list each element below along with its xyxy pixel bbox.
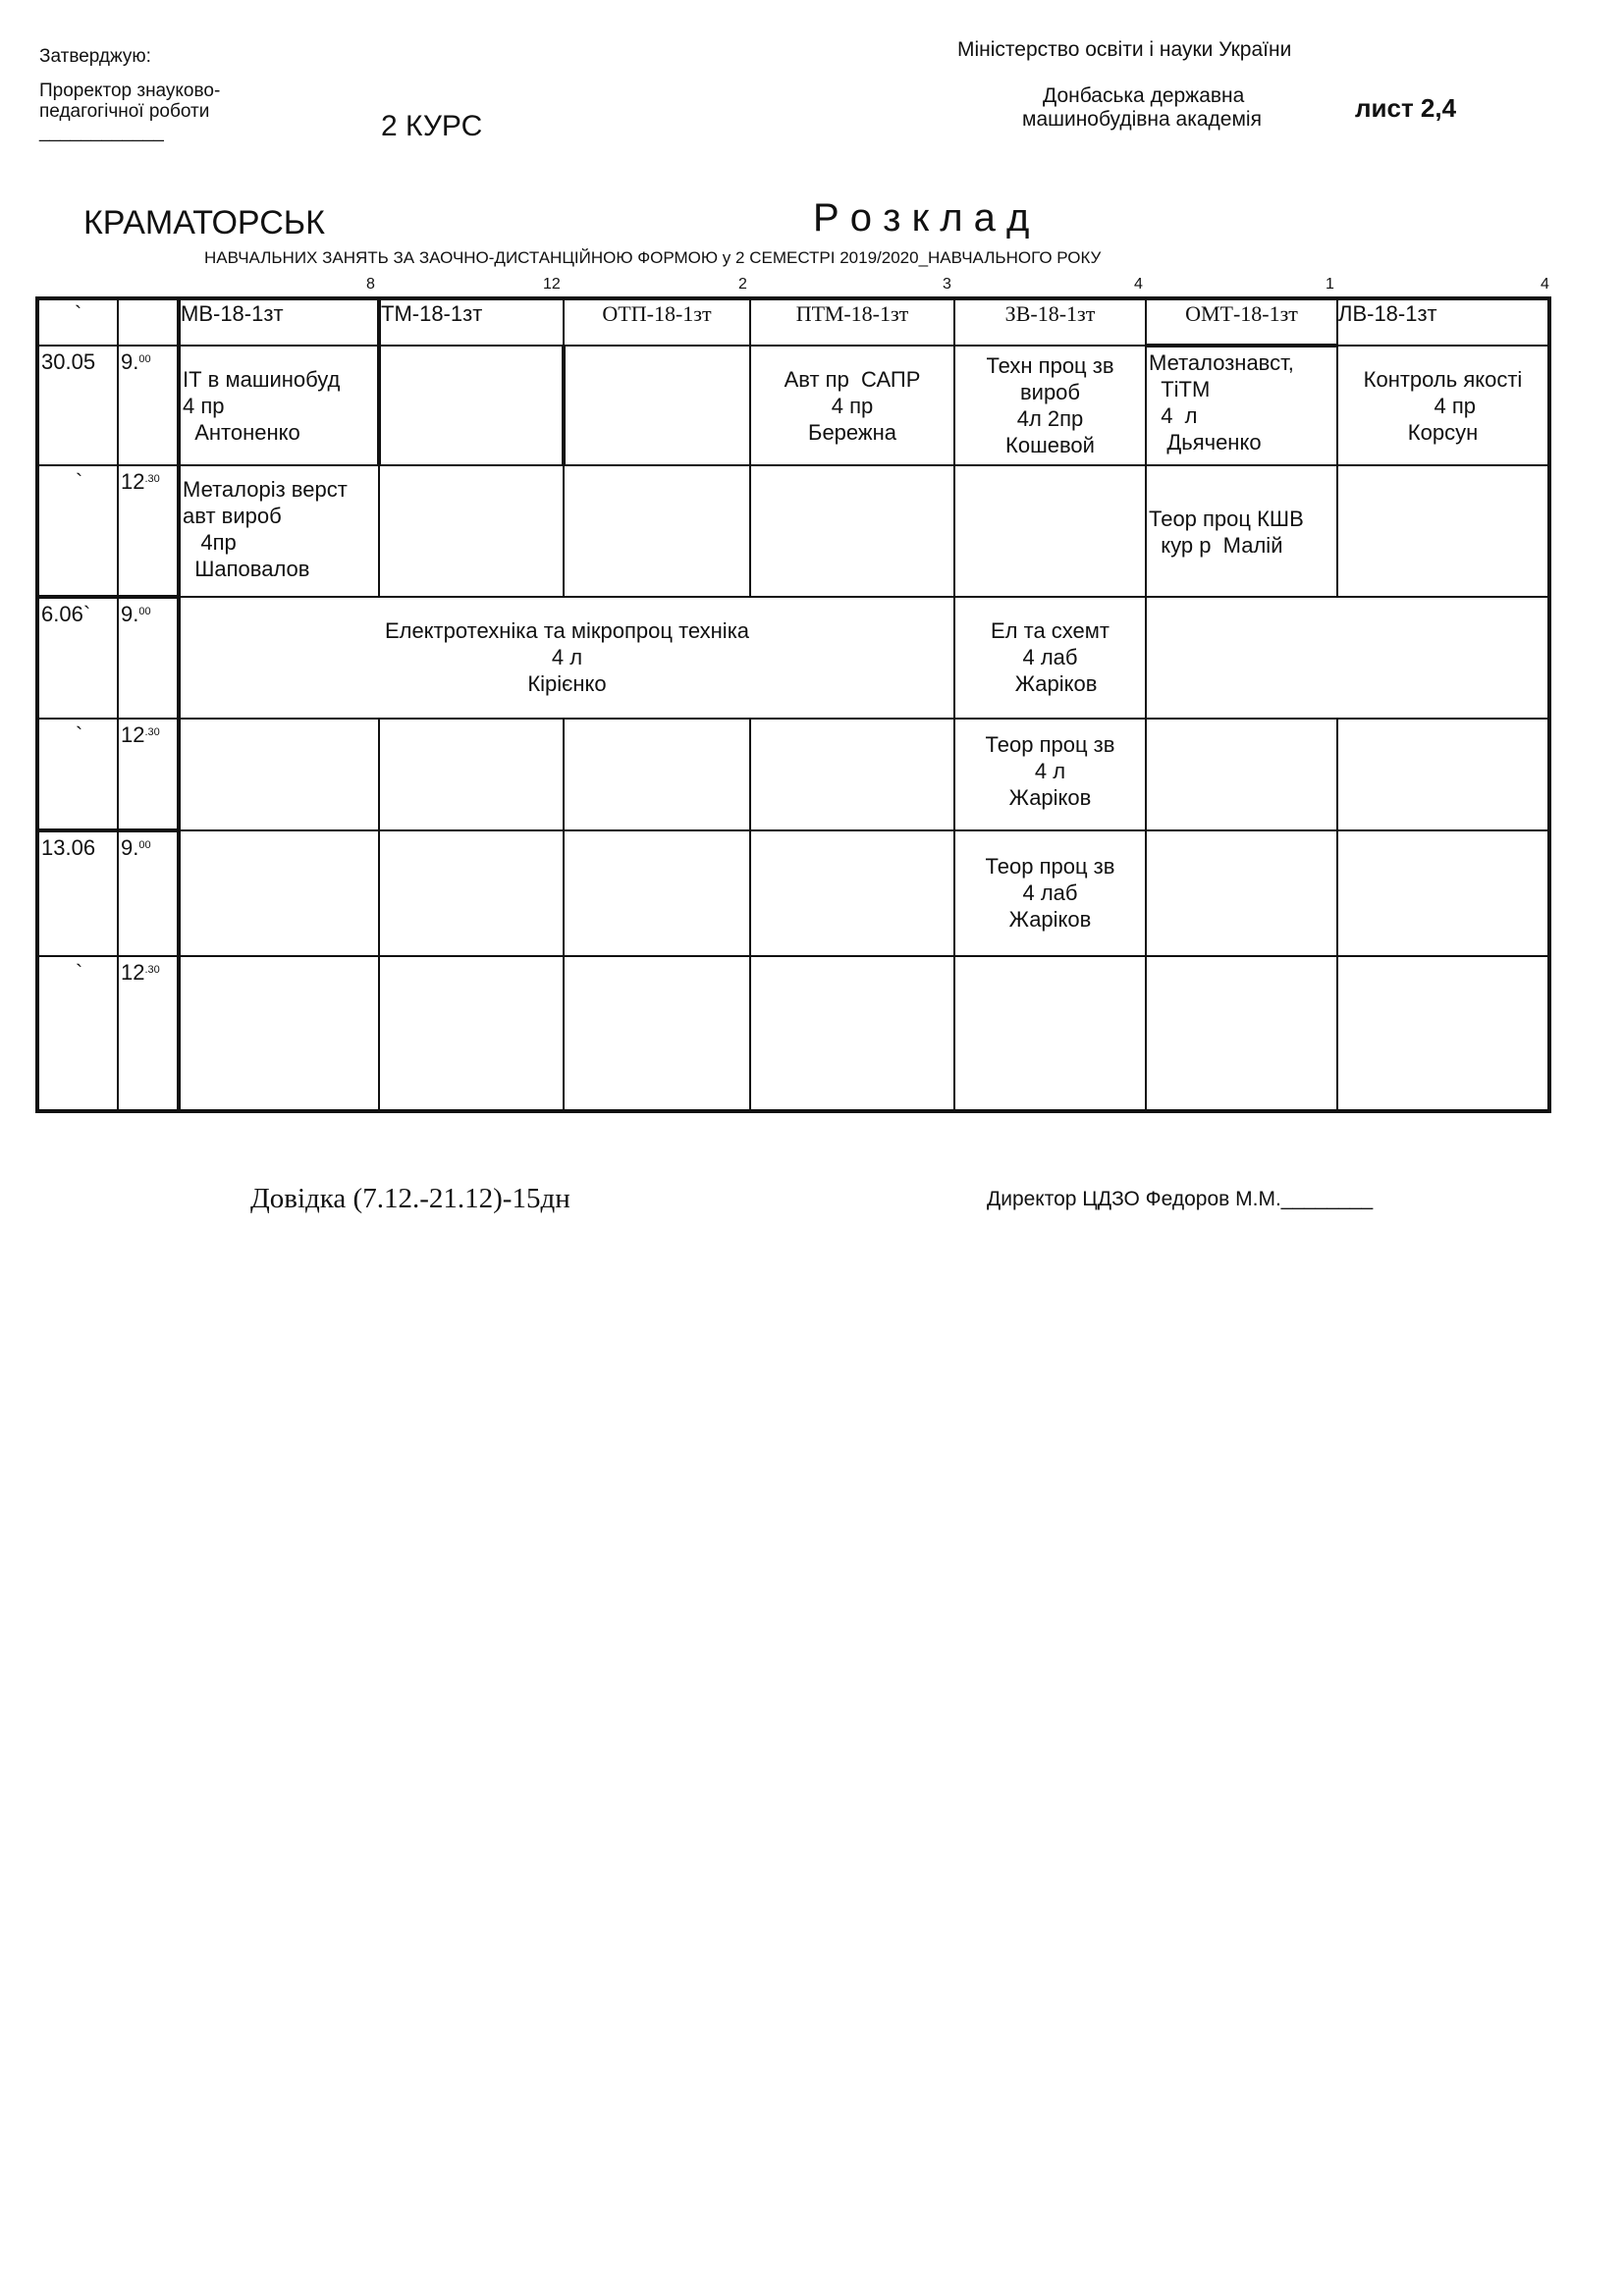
approval-label: Затверджую: <box>39 46 151 67</box>
class-cell <box>379 956 564 1111</box>
class-cell: Ел та схемт 4 лаб Жаріков <box>954 597 1146 719</box>
class-cell <box>379 465 564 597</box>
group-count: 12 <box>543 276 561 293</box>
group-header: ЛВ-18-1зт <box>1337 298 1549 346</box>
class-cell <box>1146 956 1337 1111</box>
time-header <box>118 298 179 346</box>
time-main: 12 <box>121 469 145 494</box>
table-row <box>37 830 1549 956</box>
class-cell <box>179 956 379 1111</box>
class-cell: Металоріз верст авт вироб 4пр Шаповалов <box>179 465 379 597</box>
class-cell <box>564 956 750 1111</box>
signature-line: ____________ <box>39 122 164 142</box>
class-cell <box>750 465 954 597</box>
vice-rector-line2: педагогічної роботи <box>39 101 210 122</box>
time-sup: .30 <box>144 726 160 738</box>
ministry-name: Міністерство освіти і науки України <box>957 38 1292 61</box>
class-cell: Металознавст, ТіТМ 4 л Дьяченко <box>1146 346 1337 465</box>
academy-line1: Донбаська державна <box>1043 84 1245 107</box>
vice-rector-line1: Проректор знауково- <box>39 80 221 101</box>
table-row <box>37 956 1549 1111</box>
class-cell <box>1146 830 1337 956</box>
class-cell: Теор проц зв 4 лаб Жаріков <box>954 830 1146 956</box>
schedule-table <box>35 296 1551 1113</box>
class-cell <box>379 830 564 956</box>
class-cell <box>1337 465 1549 597</box>
group-header: МВ-18-1зт <box>179 298 379 346</box>
date-cell: 13.06 <box>37 830 118 956</box>
sheet-number: лист 2,4 <box>1355 93 1457 123</box>
time-sup: 00 <box>138 606 151 617</box>
merged-class-cell: Електротехніка та мікропроц техніка 4 л Кірієнко <box>179 597 954 719</box>
class-cell <box>1337 719 1549 830</box>
director-signature: Директор ЦДЗО Федоров М.М.________ <box>987 1188 1374 1210</box>
date-cell: ` <box>37 465 118 597</box>
group-count: 3 <box>943 276 951 293</box>
table-row <box>37 346 1549 465</box>
group-count: 1 <box>1326 276 1334 293</box>
table-row <box>37 719 1549 830</box>
class-cell <box>564 346 750 465</box>
class-cell <box>1146 597 1549 719</box>
time-main: 12 <box>121 722 145 747</box>
time-cell <box>118 597 179 719</box>
time-main: 9. <box>121 602 139 626</box>
class-cell: Техн проц зв вироб 4л 2пр Кошевой <box>954 346 1146 465</box>
date-cell: 6.06` <box>37 597 118 719</box>
group-header: ПТМ-18-1зт <box>750 298 954 346</box>
class-cell: Теор проц зв 4 л Жаріков <box>954 719 1146 830</box>
class-cell <box>750 719 954 830</box>
group-header: ЗВ-18-1зт <box>954 298 1146 346</box>
group-header: ТМ-18-1зт <box>379 298 564 346</box>
group-header: ОТП-18-1зт <box>564 298 750 346</box>
header-row <box>37 298 1549 346</box>
document-subtitle: НАВЧАЛЬНИХ ЗАНЯТЬ ЗА ЗАОЧНО-ДИСТАНЦІЙНОЮ ФОРМОЮ у 2 СЕМЕСТРІ 2019/2020_НАВЧАЛЬНОГО РОКУ <box>204 248 1102 267</box>
table-row <box>37 597 1549 719</box>
class-cell <box>379 719 564 830</box>
class-cell <box>564 830 750 956</box>
city-name: КРАМАТОРСЬК <box>83 204 325 241</box>
footer-note: Довідка (7.12.-21.12)-15дн <box>250 1183 570 1214</box>
time-cell <box>118 719 179 830</box>
class-cell: Теор проц КШВ кур р Малій <box>1146 465 1337 597</box>
time-cell <box>118 956 179 1111</box>
class-cell <box>1146 719 1337 830</box>
course-label: 2 КУРС <box>381 110 483 142</box>
group-header: ОМТ-18-1зт <box>1146 298 1337 346</box>
class-cell <box>564 719 750 830</box>
time-sup: .30 <box>144 473 160 485</box>
class-cell <box>750 956 954 1111</box>
class-cell <box>954 956 1146 1111</box>
class-cell <box>1337 830 1549 956</box>
time-main: 12 <box>121 960 145 985</box>
group-count: 2 <box>738 276 747 293</box>
class-cell <box>179 719 379 830</box>
time-sup: 00 <box>138 839 151 851</box>
time-cell <box>118 465 179 597</box>
class-cell: ІТ в машинобуд 4 пр Антоненко <box>179 346 379 465</box>
class-cell <box>379 346 564 465</box>
class-cell <box>954 465 1146 597</box>
academy-line2: машинобудівна академія <box>1022 108 1262 131</box>
date-cell: 30.05 <box>37 346 118 465</box>
class-cell <box>179 830 379 956</box>
class-cell <box>750 830 954 956</box>
class-cell <box>1337 956 1549 1111</box>
corner-mark: ` <box>37 298 118 346</box>
table-row <box>37 465 1549 597</box>
class-cell <box>564 465 750 597</box>
time-sup: .30 <box>144 964 160 976</box>
class-cell: Контроль якості 4 пр Корсун <box>1337 346 1549 465</box>
document-title: Р о з к л а д <box>813 196 1030 240</box>
time-cell <box>118 830 179 956</box>
group-count: 4 <box>1541 276 1549 293</box>
date-cell: ` <box>37 719 118 830</box>
time-main: 9. <box>121 349 139 374</box>
time-cell <box>118 346 179 465</box>
group-count: 4 <box>1134 276 1143 293</box>
class-cell: Авт пр САПР 4 пр Бережна <box>750 346 954 465</box>
time-sup: 00 <box>138 353 151 365</box>
date-cell: ` <box>37 956 118 1111</box>
time-main: 9. <box>121 835 139 860</box>
group-count: 8 <box>366 276 375 293</box>
